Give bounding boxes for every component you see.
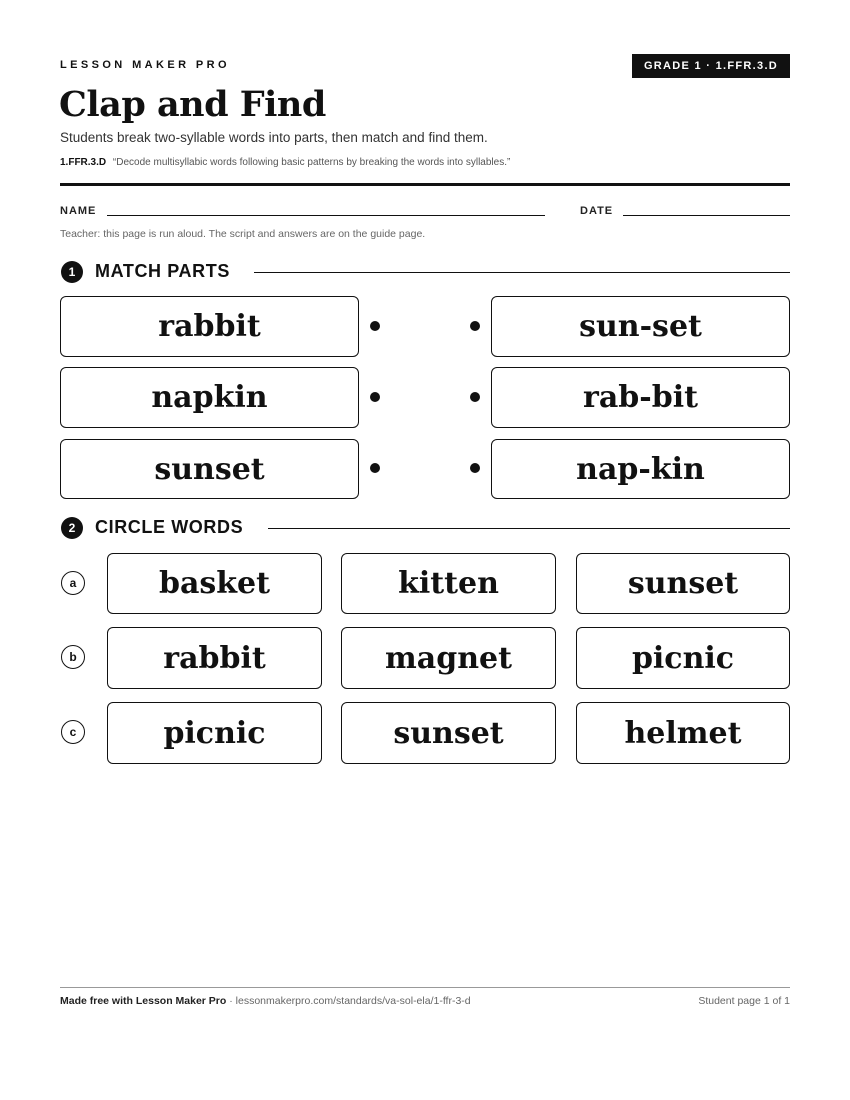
footer-credit — [60, 995, 471, 1007]
footer-url[interactable]: lessonmakerpro.com/standards/va-sol-ela/1-ffr-3-d — [235, 995, 471, 1007]
match-right-card[interactable]: rab-bit — [491, 367, 790, 428]
match-right-card[interactable]: sun-set — [491, 296, 790, 357]
row-letter: a — [61, 571, 85, 595]
page-title: Clap and Find — [59, 84, 326, 125]
standard-code: 1.FFR.3.D — [60, 157, 107, 168]
standard-text: “Decode multisyllabic words following basic patterns by breaking the words into syllables.” — [112, 157, 511, 168]
match-left-card[interactable]: rabbit — [60, 296, 359, 357]
footer-made-with: Made free with Lesson Maker Pro — [60, 995, 227, 1007]
circle-word-card[interactable]: helmet — [576, 702, 790, 764]
circle-word-card[interactable]: kitten — [341, 553, 556, 614]
name-field[interactable] — [107, 215, 545, 216]
section-2-rule — [268, 528, 790, 529]
section-2-title: CIRCLE WORDS — [95, 517, 244, 537]
row-letter: c — [61, 720, 85, 744]
row-letter: b — [61, 645, 85, 669]
standard-line — [60, 157, 510, 168]
date-label: DATE — [580, 205, 614, 217]
circle-word-card[interactable]: sunset — [576, 553, 790, 614]
teacher-note: Teacher: this page is run aloud. The script and answers are on the guide page. — [60, 228, 426, 240]
circle-word-card[interactable]: rabbit — [107, 627, 322, 689]
section-1-title: MATCH PARTS — [95, 261, 230, 281]
match-left-card[interactable]: sunset — [60, 439, 359, 499]
circle-word-card[interactable]: sunset — [341, 702, 556, 764]
match-right-dot[interactable] — [470, 463, 480, 473]
brand-name: LESSON MAKER PRO — [60, 59, 230, 71]
page-subtitle: Students break two-syllable words into parts, then match and find them. — [60, 130, 488, 145]
circle-word-card[interactable]: basket — [107, 553, 322, 614]
circle-word-card[interactable]: picnic — [107, 702, 322, 764]
section-2-number: 2 — [61, 517, 83, 539]
grade-badge: GRADE 1 · 1.FFR.3.D — [632, 54, 790, 78]
section-1-rule — [254, 272, 790, 273]
name-label: NAME — [60, 205, 97, 217]
match-right-dot[interactable] — [470, 392, 480, 402]
match-right-card[interactable]: nap-kin — [491, 439, 790, 499]
header-divider — [60, 183, 790, 186]
match-left-card[interactable]: napkin — [60, 367, 359, 428]
match-left-dot[interactable] — [370, 392, 380, 402]
match-left-dot[interactable] — [370, 321, 380, 331]
match-right-dot[interactable] — [470, 321, 480, 331]
footer-separator: · — [226, 995, 236, 1007]
footer-page-label: Student page 1 of 1 — [698, 995, 790, 1007]
circle-word-card[interactable]: picnic — [576, 627, 790, 689]
footer-divider — [60, 987, 790, 988]
section-1-number: 1 — [61, 261, 83, 283]
date-field[interactable] — [623, 215, 790, 216]
circle-word-card[interactable]: magnet — [341, 627, 556, 689]
match-left-dot[interactable] — [370, 463, 380, 473]
